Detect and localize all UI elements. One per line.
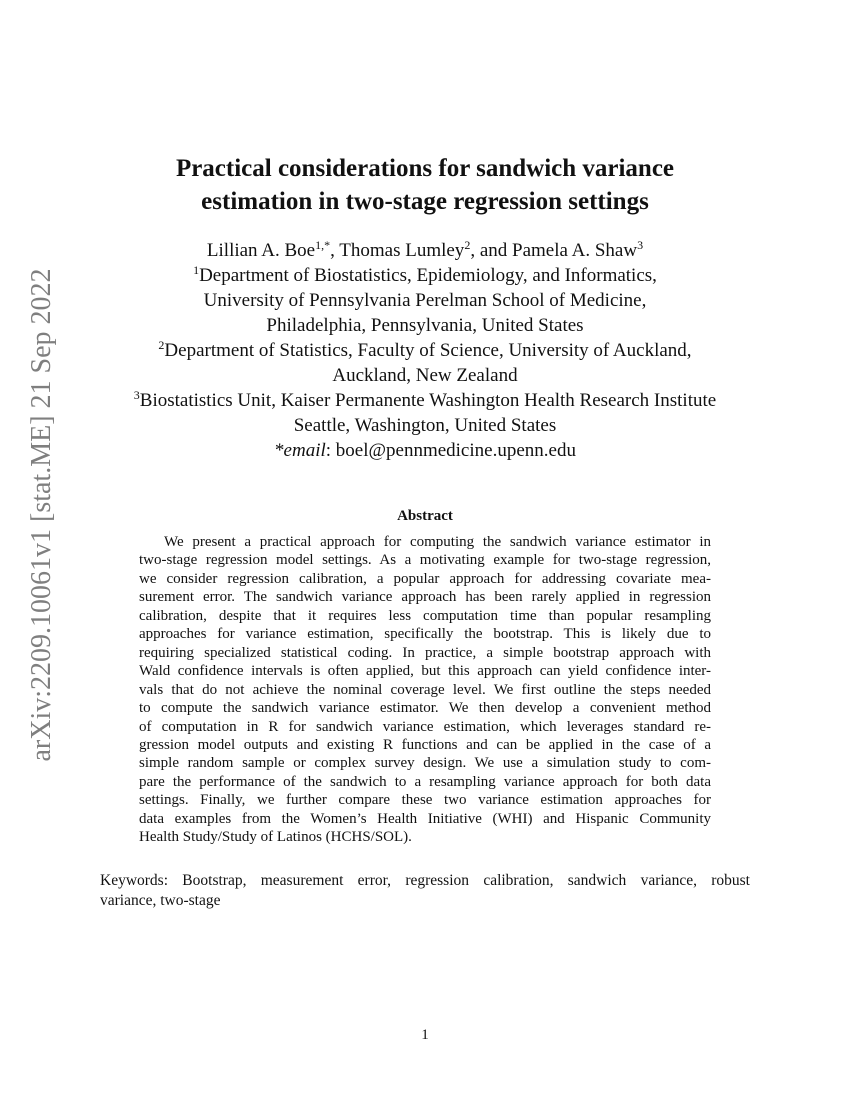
abstract-line: vals that do not achieve the nominal coverage level. We first outline the steps needed	[139, 681, 711, 698]
author-name: , and Pamela A. Shaw	[470, 240, 638, 261]
author-name: , Thomas Lumley	[330, 240, 465, 261]
page-number: 1	[421, 1027, 429, 1043]
email-line	[60, 438, 790, 463]
arxiv-identifier-stamp: arXiv:2209.10061v1 [stat.ME] 21 Sep 2022	[26, 268, 57, 762]
abstract-line: Health Study/Study of Latinos (HCHS/SOL).	[139, 829, 412, 846]
affiliation-superscript: 3	[133, 388, 140, 402]
abstract-line: We present a practical approach for computing the sandwich variance estimator in	[164, 534, 711, 550]
title-line: Practical considerations for sandwich variance	[175, 155, 675, 182]
abstract-line: calibration, despite that it requires less computation time than popular resampling	[139, 607, 711, 624]
affiliation-text: Biostatistics Unit, Kaiser Permanente Washington Health Research Institute	[139, 390, 717, 411]
paper-title	[100, 152, 750, 218]
keywords-section	[100, 871, 750, 911]
abstract-line: pare the performance of the sandwich to a resampling variance approach for both data	[139, 773, 711, 790]
affiliation-line	[60, 388, 790, 413]
affiliation-line: Auckland, New Zealand	[332, 365, 518, 386]
affiliation-line: Philadelphia, Pennsylvania, United States	[266, 315, 584, 336]
abstract-line: Wald confidence intervals is often applied, but this approach can yield confidence inter-	[139, 663, 711, 680]
author-superscript: 3	[637, 238, 644, 252]
abstract-line: two-stage regression model settings. As a motivating example for two-stage regression,	[139, 552, 711, 569]
affiliation-line	[60, 263, 790, 288]
abstract-line: approaches for variance estimation, specifically the bootstrap. This is likely due to	[139, 626, 711, 643]
abstract-line: data examples from the Women’s Health Initiative (WHI) and Hispanic Community	[139, 810, 711, 827]
author-superscript: 1,*	[315, 238, 331, 252]
abstract-line: simple random sample or complex survey design. We use a simulation study to com-	[139, 755, 711, 772]
abstract-line: of computation in R for sandwich variance estimation, which leverages standard re-	[139, 718, 711, 735]
abstract-line: surement error. The sandwich variance approach has been rarely applied in regression	[139, 589, 711, 606]
abstract-line: settings. Finally, we further compare these two variance estimation approaches for	[139, 792, 711, 809]
email-label: *email	[274, 440, 326, 461]
email-separator: :	[325, 440, 336, 461]
author-superscript: 2	[464, 238, 471, 252]
keywords-line: Keywords: Bootstrap, measurement error, regression calibration, sandwich variance, robust	[100, 872, 750, 889]
affiliation-line	[60, 338, 790, 363]
keywords-line: variance, two-stage	[100, 892, 221, 909]
author-block	[60, 238, 790, 463]
abstract-body	[139, 533, 711, 847]
affiliation-text: Department of Statistics, Faculty of Science, University of Auckland,	[164, 340, 692, 361]
affiliation-superscript: 1	[193, 263, 200, 277]
abstract-line: we consider regression calibration, a popular approach for addressing covariate mea-	[139, 570, 711, 587]
abstract-heading: Abstract	[397, 508, 453, 524]
author-name: Lillian A. Boe	[206, 240, 316, 261]
affiliation-line: University of Pennsylvania Perelman School of Medicine,	[203, 290, 647, 311]
affiliation-superscript: 2	[158, 338, 165, 352]
author-list	[60, 238, 790, 263]
title-line: estimation in two-stage regression settings	[201, 188, 649, 215]
affiliation-line: Seattle, Washington, United States	[293, 415, 557, 436]
email-address[interactable]: boel@pennmedicine.upenn.edu	[335, 440, 576, 461]
abstract-line: requiring specialized statistical coding. In practice, a simple bootstrap approach with	[139, 644, 711, 661]
abstract-line: gression model outputs and existing R functions and can be applied in the case of a	[139, 736, 711, 753]
affiliation-text: Department of Biostatistics, Epidemiology, and Informatics,	[199, 265, 657, 286]
abstract-line: to compute the sandwich variance estimator. We then develop a convenient method	[139, 700, 711, 717]
